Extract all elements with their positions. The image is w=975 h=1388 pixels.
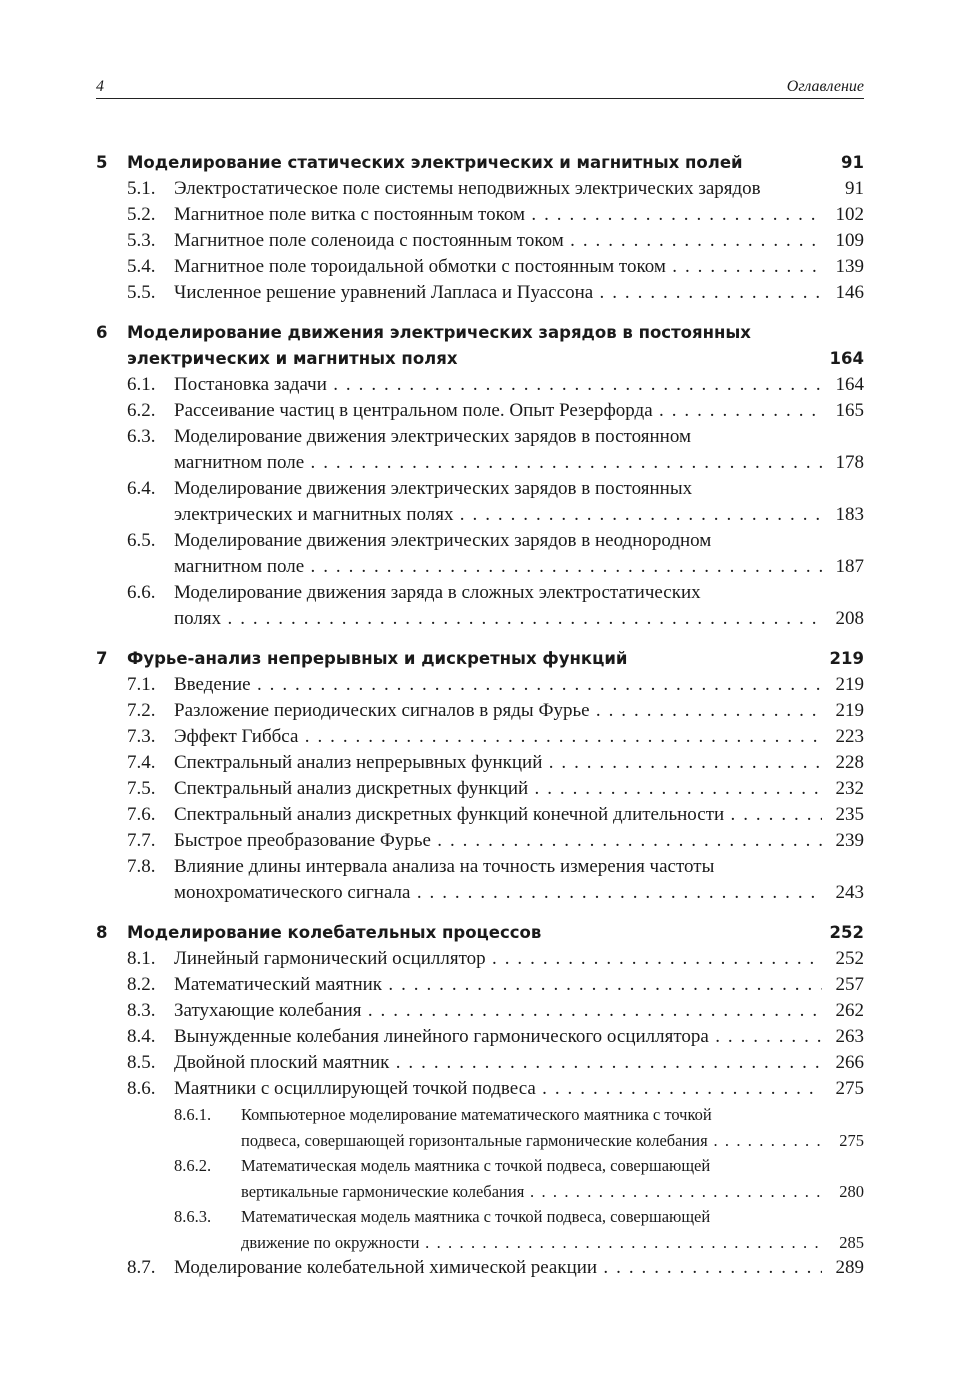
page-ref: 164 <box>830 372 865 398</box>
page-number: 4 <box>96 78 104 95</box>
section-number: 6.5. <box>127 530 156 551</box>
chapter-title-row[interactable] <box>96 320 864 346</box>
section-row[interactable] <box>96 254 864 280</box>
subsection-row[interactable] <box>96 1179 864 1205</box>
section-title[interactable]: Математическая модель маятника с точкой подвеса, совершающей <box>241 1207 711 1226</box>
page-ref: 109 <box>830 228 865 254</box>
section-number: 7.2. <box>127 700 156 721</box>
section-row[interactable] <box>96 776 864 802</box>
page-ref: 263 <box>830 1024 865 1050</box>
section-number: 8.1. <box>127 948 156 969</box>
section-title[interactable]: Затухающие колебания . . . <box>174 998 822 1024</box>
section-title[interactable]: Спектральный анализ дискретных функций . . . <box>174 776 822 802</box>
section-number: 5.3. <box>127 230 156 251</box>
page-ref: 235 <box>830 802 865 828</box>
subsection-row[interactable] <box>96 1230 864 1256</box>
section-title[interactable]: Спектральный анализ дискретных функций конечной длительности . . . <box>174 802 822 828</box>
chapter-block <box>96 320 864 632</box>
section-title[interactable]: Постановка задачи . . . <box>174 372 822 398</box>
page-ref: 165 <box>830 398 865 424</box>
section-row[interactable] <box>96 280 864 306</box>
section-title[interactable]: подвеса, совершающей горизонтальные гармонические колебания . . . <box>241 1128 822 1154</box>
section-title[interactable]: полях . . . <box>174 606 822 632</box>
page-ref: 223 <box>830 724 865 750</box>
section-number: 8.7. <box>127 1257 156 1278</box>
chapter-number: 7 <box>96 649 108 668</box>
section-row[interactable] <box>96 580 864 606</box>
subsection-row[interactable] <box>96 1102 864 1128</box>
section-number: 8.6. <box>127 1078 156 1099</box>
section-number: 6.6. <box>127 582 156 603</box>
section-title[interactable]: вертикальные гармонические колебания . . . <box>241 1179 822 1205</box>
section-number: 8.6.3. <box>174 1207 212 1226</box>
chapter-block <box>96 920 864 1281</box>
section-title[interactable]: Электростатическое поле системы неподвижных электрических зарядов <box>174 178 761 199</box>
page-ref: 243 <box>830 880 865 906</box>
section-row[interactable] <box>96 1076 864 1102</box>
section-row[interactable] <box>96 228 864 254</box>
section-row[interactable] <box>96 946 864 972</box>
page-ref: 228 <box>830 750 865 776</box>
page-ref: 257 <box>830 972 865 998</box>
section-title[interactable]: Моделирование движения электрических зарядов в постоянных <box>174 478 693 499</box>
page-ref: 146 <box>830 280 865 306</box>
section-row[interactable] <box>96 502 864 528</box>
section-number: 7.1. <box>127 674 156 695</box>
section-number: 7.8. <box>127 856 156 877</box>
section-row[interactable] <box>96 880 864 906</box>
section-number: 8.3. <box>127 1000 156 1021</box>
section-number: 6.3. <box>127 426 156 447</box>
section-row[interactable] <box>96 398 864 424</box>
page-ref: 187 <box>830 554 865 580</box>
section-number: 7.4. <box>127 752 156 773</box>
chapter-block <box>96 646 864 906</box>
section-number: 8.5. <box>127 1052 156 1073</box>
page-ref: 285 <box>833 1230 864 1256</box>
section-row[interactable] <box>96 1255 864 1281</box>
page-ref: 252 <box>824 920 864 946</box>
page-ref: 280 <box>833 1179 864 1205</box>
section-title[interactable]: Моделирование движения электрических зарядов в неоднородном <box>174 530 712 551</box>
chapter-title-row[interactable] <box>96 920 864 946</box>
chapter-title[interactable]: электрических и магнитных полях <box>127 349 458 368</box>
section-title[interactable]: Моделирование движения электрических зарядов в постоянном <box>174 426 691 447</box>
section-number: 6.1. <box>127 374 156 395</box>
section-number: 5.5. <box>127 282 156 303</box>
page-ref: 91 <box>835 150 864 176</box>
section-row[interactable] <box>96 424 864 450</box>
section-row[interactable] <box>96 476 864 502</box>
section-row[interactable] <box>96 802 864 828</box>
section-number: 7.6. <box>127 804 156 825</box>
chapter-title-row[interactable] <box>96 646 864 672</box>
page-ref: 219 <box>830 698 865 724</box>
section-title[interactable]: Разложение периодических сигналов в ряды Фурье . . . <box>174 698 822 724</box>
section-title[interactable]: Магнитное поле витка с постоянным током . . . <box>174 202 822 228</box>
running-header <box>96 76 864 99</box>
chapter-number: 5 <box>96 153 108 172</box>
section-row[interactable] <box>96 828 864 854</box>
section-number: 8.4. <box>127 1026 156 1047</box>
section-row[interactable] <box>96 372 864 398</box>
section-row[interactable] <box>96 554 864 580</box>
table-of-contents <box>96 150 864 1295</box>
section-row[interactable] <box>96 998 864 1024</box>
section-title[interactable]: Моделирование колебательной химической реакции . . . <box>174 1255 822 1281</box>
section-row[interactable] <box>96 750 864 776</box>
section-number: 5.1. <box>127 178 156 199</box>
section-title[interactable]: электрических и магнитных полях . . . <box>174 502 822 528</box>
section-row[interactable] <box>96 724 864 750</box>
page-ref: 219 <box>824 646 864 672</box>
section-row[interactable] <box>96 854 864 880</box>
section-row[interactable] <box>96 450 864 476</box>
page-ref: 178 <box>830 450 865 476</box>
chapter-title[interactable]: Моделирование колебательных процессов <box>127 923 542 942</box>
page-ref: 275 <box>833 1128 864 1154</box>
section-title[interactable]: Быстрое преобразование Фурье . . . <box>174 828 822 854</box>
section-number: 8.2. <box>127 974 156 995</box>
section-row[interactable] <box>96 176 864 202</box>
page-ref: 102 <box>830 202 865 228</box>
section-number: 5.2. <box>127 204 156 225</box>
chapter-number: 6 <box>96 323 108 342</box>
page-ref: 164 <box>824 346 864 372</box>
chapter-number: 8 <box>96 923 108 942</box>
section-row[interactable] <box>96 698 864 724</box>
section-title[interactable]: Введение . . . <box>174 672 822 698</box>
section-title[interactable]: Рассеивание частиц в центральном поле. Опыт Резерфорда . . . <box>174 398 822 424</box>
section-title[interactable]: Линейный гармонический осциллятор . . . <box>174 946 822 972</box>
page-ref: 289 <box>830 1255 865 1281</box>
running-title: Оглавление <box>786 78 864 95</box>
section-title[interactable]: магнитном поле . . . <box>174 450 822 476</box>
page-ref: 139 <box>830 254 865 280</box>
subsection-row[interactable] <box>96 1128 864 1154</box>
page-ref: 262 <box>830 998 865 1024</box>
section-number: 6.2. <box>127 400 156 421</box>
page-ref: 91 <box>839 176 864 202</box>
section-number: 6.4. <box>127 478 156 499</box>
section-title[interactable]: Численное решение уравнений Лапласа и Пуассона . . . <box>174 280 822 306</box>
section-title[interactable]: Магнитное поле тороидальной обмотки с постоянным током . . . <box>174 254 822 280</box>
page-ref: 266 <box>830 1050 865 1076</box>
page-ref: 252 <box>830 946 865 972</box>
section-number: 7.7. <box>127 830 156 851</box>
chapter-title-row[interactable] <box>96 150 864 176</box>
section-title[interactable]: Маятники с осциллирующей точкой подвеса . . . <box>174 1076 822 1102</box>
section-title[interactable]: магнитном поле . . . <box>174 554 822 580</box>
page-ref: 239 <box>830 828 865 854</box>
section-row[interactable] <box>96 672 864 698</box>
section-title[interactable]: Моделирование движения заряда в сложных электростатических <box>174 582 701 603</box>
section-title[interactable]: Компьютерное моделирование математического маятника с точкой <box>241 1105 712 1124</box>
section-title[interactable]: Математический маятник . . . <box>174 972 822 998</box>
chapter-title[interactable]: Моделирование статических электрических и магнитных полей <box>127 153 743 172</box>
section-title[interactable]: Математическая модель маятника с точкой подвеса, совершающей <box>241 1156 711 1175</box>
subsection-row[interactable] <box>96 1204 864 1230</box>
section-row[interactable] <box>96 606 864 632</box>
section-number: 8.6.2. <box>174 1156 212 1175</box>
section-title[interactable]: Влияние длины интервала анализа на точность измерения частоты <box>174 856 715 877</box>
section-row[interactable] <box>96 1050 864 1076</box>
section-row[interactable] <box>96 528 864 554</box>
section-title[interactable]: монохроматического сигнала . . . <box>174 880 822 906</box>
section-row[interactable] <box>96 202 864 228</box>
page-ref: 183 <box>830 502 865 528</box>
page-ref: 208 <box>830 606 865 632</box>
page-ref: 219 <box>830 672 865 698</box>
section-number: 5.4. <box>127 256 156 277</box>
section-title[interactable]: Магнитное поле соленоида с постоянным током . . . <box>174 228 822 254</box>
section-number: 8.6.1. <box>174 1105 212 1124</box>
section-row[interactable] <box>96 1024 864 1050</box>
chapter-title[interactable]: Моделирование движения электрических зарядов в постоянных <box>127 323 751 342</box>
section-title[interactable]: Двойной плоский маятник . . . <box>174 1050 822 1076</box>
section-title[interactable]: Спектральный анализ непрерывных функций . . . <box>174 750 822 776</box>
page-ref: 232 <box>830 776 865 802</box>
chapter-title[interactable]: Фурье-анализ непрерывных и дискретных функций <box>127 649 628 668</box>
section-number: 7.3. <box>127 726 156 747</box>
section-number: 7.5. <box>127 778 156 799</box>
page-ref: 275 <box>830 1076 865 1102</box>
subsection-row[interactable] <box>96 1153 864 1179</box>
section-title[interactable]: Эффект Гиббса . . . <box>174 724 822 750</box>
section-title[interactable]: движение по окружности . . . <box>241 1230 822 1256</box>
section-title[interactable]: Вынужденные колебания линейного гармонического осциллятора . . . <box>174 1024 822 1050</box>
section-row[interactable] <box>96 972 864 998</box>
chapter-block <box>96 150 864 306</box>
chapter-title-row[interactable] <box>96 346 864 372</box>
